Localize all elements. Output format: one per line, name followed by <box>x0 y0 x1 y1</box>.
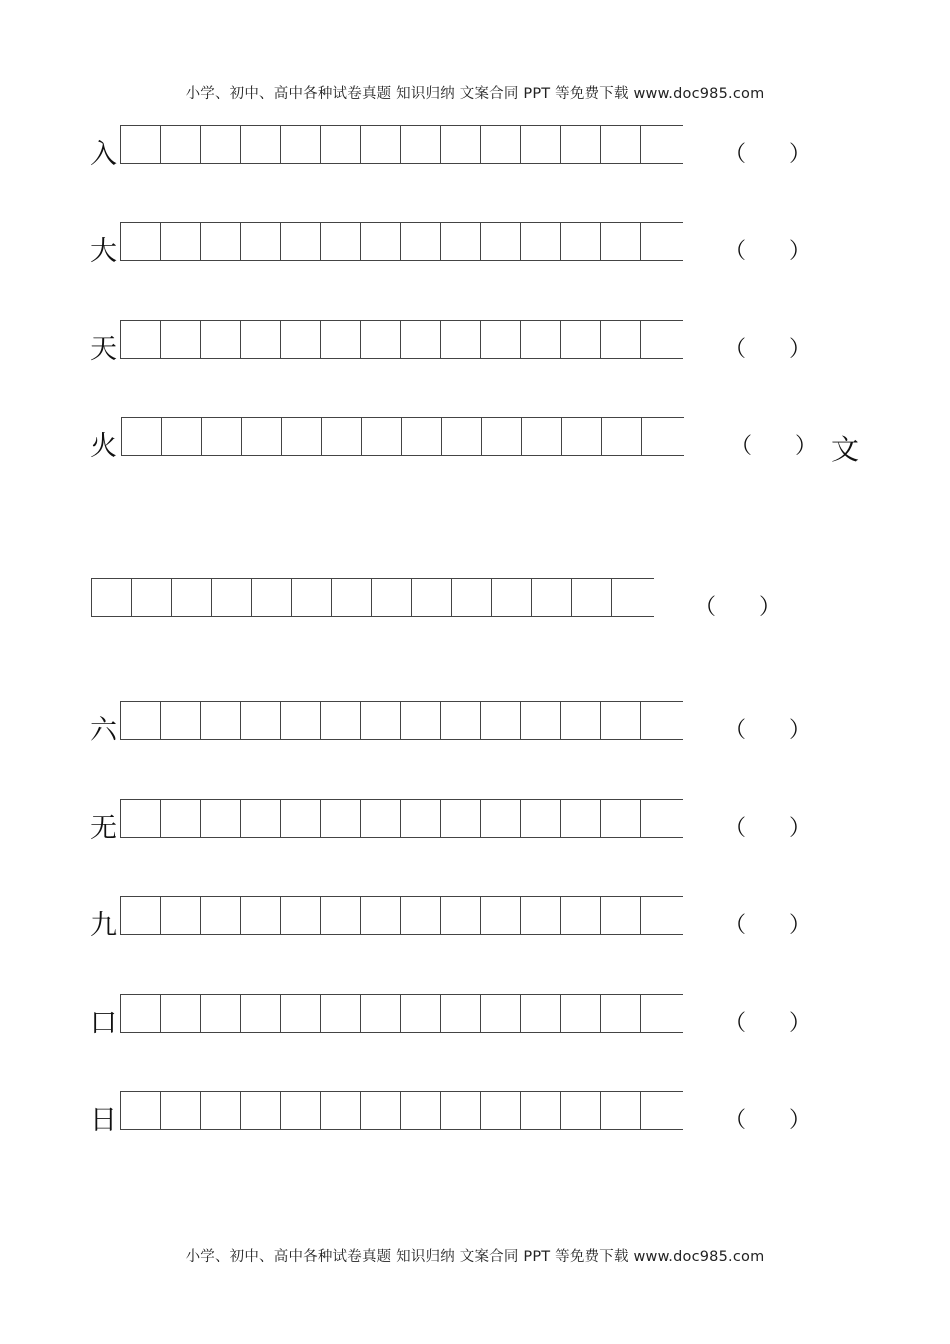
writing-cell[interactable] <box>360 799 400 838</box>
writing-cell[interactable] <box>200 994 240 1033</box>
writing-grid <box>121 417 684 456</box>
writing-cell[interactable] <box>160 1091 200 1130</box>
writing-cell[interactable] <box>571 578 611 617</box>
writing-cell[interactable] <box>160 222 200 261</box>
writing-cell[interactable] <box>480 1091 520 1130</box>
writing-cell[interactable] <box>520 799 560 838</box>
row-character: 日 <box>90 1105 117 1136</box>
writing-cell[interactable] <box>91 578 131 617</box>
writing-cell[interactable] <box>600 125 640 164</box>
writing-cell[interactable] <box>280 701 320 740</box>
writing-cell[interactable] <box>200 125 240 164</box>
answer-parentheses[interactable]: （ ） <box>730 434 835 459</box>
writing-cell[interactable] <box>360 320 400 359</box>
writing-cell[interactable] <box>640 125 680 164</box>
writing-cell[interactable] <box>240 799 280 838</box>
writing-cell[interactable] <box>160 701 200 740</box>
writing-cell[interactable] <box>531 578 571 617</box>
writing-cell[interactable] <box>441 417 481 456</box>
writing-cell[interactable] <box>160 125 200 164</box>
writing-cell[interactable] <box>640 896 680 935</box>
writing-cell[interactable] <box>121 417 161 456</box>
writing-cell[interactable] <box>480 701 520 740</box>
row-character: 口 <box>90 1008 117 1039</box>
writing-cell[interactable] <box>440 701 480 740</box>
writing-cell[interactable] <box>120 701 160 740</box>
writing-cell[interactable] <box>640 1091 680 1130</box>
writing-cell[interactable] <box>160 896 200 935</box>
writing-cell[interactable] <box>480 799 520 838</box>
writing-grid <box>120 799 683 838</box>
writing-cell[interactable] <box>400 125 440 164</box>
writing-cell[interactable] <box>160 799 200 838</box>
writing-cell[interactable] <box>201 417 241 456</box>
writing-cell[interactable] <box>440 222 480 261</box>
writing-cell[interactable] <box>240 701 280 740</box>
answer-parentheses[interactable]: （ ） <box>724 239 829 264</box>
writing-cell[interactable] <box>361 417 401 456</box>
writing-cell[interactable] <box>440 896 480 935</box>
page-header: 小学、初中、高中各种试卷真题 知识归纳 文案合同 PPT 等免费下载 www.doc985.com <box>185 86 765 102</box>
writing-cell[interactable] <box>160 320 200 359</box>
writing-cell[interactable] <box>400 896 440 935</box>
row-character: 六 <box>90 715 117 746</box>
writing-cell[interactable] <box>120 222 160 261</box>
grid-edge <box>681 417 684 456</box>
writing-cell[interactable] <box>251 578 291 617</box>
writing-cell[interactable] <box>160 994 200 1033</box>
writing-cell[interactable] <box>400 799 440 838</box>
writing-cell[interactable] <box>480 320 520 359</box>
writing-cell[interactable] <box>440 799 480 838</box>
grid-edge <box>680 125 683 164</box>
writing-cell[interactable] <box>481 417 521 456</box>
answer-parentheses[interactable]: （ ） <box>694 595 799 620</box>
writing-cell[interactable] <box>560 701 600 740</box>
answer-parentheses[interactable]: （ ） <box>724 816 829 841</box>
writing-cell[interactable] <box>611 578 651 617</box>
answer-parentheses[interactable]: （ ） <box>724 1108 829 1133</box>
writing-cell[interactable] <box>291 578 331 617</box>
answer-parentheses[interactable]: （ ） <box>724 1011 829 1036</box>
writing-cell[interactable] <box>440 1091 480 1130</box>
writing-cell[interactable] <box>521 417 561 456</box>
writing-cell[interactable] <box>280 896 320 935</box>
writing-cell[interactable] <box>171 578 211 617</box>
grid-edge <box>680 222 683 261</box>
writing-cell[interactable] <box>280 1091 320 1130</box>
writing-grid <box>120 994 683 1033</box>
writing-cell[interactable] <box>601 417 641 456</box>
writing-cell[interactable] <box>640 994 680 1033</box>
grid-edge <box>680 320 683 359</box>
writing-cell[interactable] <box>320 994 360 1033</box>
writing-cell[interactable] <box>480 222 520 261</box>
writing-cell[interactable] <box>520 701 560 740</box>
writing-cell[interactable] <box>200 320 240 359</box>
writing-cell[interactable] <box>440 994 480 1033</box>
writing-cell[interactable] <box>560 320 600 359</box>
writing-grid <box>120 896 683 935</box>
writing-cell[interactable] <box>411 578 451 617</box>
writing-cell[interactable] <box>400 701 440 740</box>
writing-cell[interactable] <box>560 1091 600 1130</box>
writing-grid <box>120 1091 683 1130</box>
writing-cell[interactable] <box>120 799 160 838</box>
writing-cell[interactable] <box>560 896 600 935</box>
writing-cell[interactable] <box>560 222 600 261</box>
writing-cell[interactable] <box>120 320 160 359</box>
writing-cell[interactable] <box>520 896 560 935</box>
row-character: 大 <box>90 236 117 267</box>
writing-cell[interactable] <box>280 125 320 164</box>
answer-parentheses[interactable]: （ ） <box>724 913 829 938</box>
writing-cell[interactable] <box>240 1091 280 1130</box>
writing-cell[interactable] <box>360 994 400 1033</box>
writing-cell[interactable] <box>200 799 240 838</box>
grid-edge <box>680 994 683 1033</box>
writing-cell[interactable] <box>400 994 440 1033</box>
writing-cell[interactable] <box>241 417 281 456</box>
writing-cell[interactable] <box>600 222 640 261</box>
writing-cell[interactable] <box>520 994 560 1033</box>
answer-parentheses[interactable]: （ ） <box>724 337 829 362</box>
writing-cell[interactable] <box>281 417 321 456</box>
writing-cell[interactable] <box>120 896 160 935</box>
writing-cell[interactable] <box>560 799 600 838</box>
grid-edge <box>680 701 683 740</box>
writing-cell[interactable] <box>520 320 560 359</box>
row-character: 天 <box>90 334 117 365</box>
writing-cell[interactable] <box>640 320 680 359</box>
writing-cell[interactable] <box>280 222 320 261</box>
answer-parentheses[interactable]: （ ） <box>724 718 829 743</box>
writing-cell[interactable] <box>451 578 491 617</box>
writing-cell[interactable] <box>560 994 600 1033</box>
writing-cell[interactable] <box>320 222 360 261</box>
writing-cell[interactable] <box>400 1091 440 1130</box>
writing-cell[interactable] <box>640 701 680 740</box>
writing-cell[interactable] <box>360 125 400 164</box>
writing-cell[interactable] <box>321 417 361 456</box>
writing-cell[interactable] <box>240 222 280 261</box>
writing-cell[interactable] <box>600 320 640 359</box>
writing-cell[interactable] <box>600 701 640 740</box>
writing-cell[interactable] <box>360 1091 400 1130</box>
writing-cell[interactable] <box>491 578 531 617</box>
page-footer: 小学、初中、高中各种试卷真题 知识归纳 文案合同 PPT 等免费下载 www.doc985.com <box>185 1249 765 1265</box>
writing-grid <box>120 701 683 740</box>
writing-cell[interactable] <box>400 320 440 359</box>
row-character: 无 <box>90 813 117 844</box>
side-character: 文 <box>831 433 860 466</box>
writing-cell[interactable] <box>200 1091 240 1130</box>
writing-cell[interactable] <box>331 578 371 617</box>
writing-cell[interactable] <box>600 799 640 838</box>
writing-cell[interactable] <box>280 320 320 359</box>
writing-cell[interactable] <box>320 320 360 359</box>
row-character: 九 <box>90 910 117 941</box>
writing-grid <box>120 125 683 164</box>
writing-cell[interactable] <box>600 1091 640 1130</box>
grid-edge <box>680 799 683 838</box>
writing-cell[interactable] <box>131 578 171 617</box>
writing-cell[interactable] <box>211 578 251 617</box>
writing-cell[interactable] <box>440 125 480 164</box>
writing-cell[interactable] <box>240 896 280 935</box>
writing-cell[interactable] <box>161 417 201 456</box>
writing-cell[interactable] <box>360 896 400 935</box>
writing-cell[interactable] <box>120 1091 160 1130</box>
writing-cell[interactable] <box>240 994 280 1033</box>
writing-cell[interactable] <box>641 417 681 456</box>
grid-edge <box>680 1091 683 1130</box>
writing-cell[interactable] <box>520 125 560 164</box>
writing-cell[interactable] <box>480 994 520 1033</box>
writing-cell[interactable] <box>520 222 560 261</box>
writing-cell[interactable] <box>200 222 240 261</box>
writing-cell[interactable] <box>371 578 411 617</box>
writing-cell[interactable] <box>640 222 680 261</box>
row-character: 火 <box>90 431 117 462</box>
writing-cell[interactable] <box>280 994 320 1033</box>
writing-cell[interactable] <box>480 896 520 935</box>
writing-grid <box>120 222 683 261</box>
writing-cell[interactable] <box>400 222 440 261</box>
writing-cell[interactable] <box>360 222 400 261</box>
writing-cell[interactable] <box>520 1091 560 1130</box>
writing-cell[interactable] <box>640 799 680 838</box>
writing-cell[interactable] <box>360 701 400 740</box>
row-character: 入 <box>90 139 117 170</box>
writing-cell[interactable] <box>320 799 360 838</box>
writing-cell[interactable] <box>561 417 601 456</box>
grid-edge <box>680 896 683 935</box>
writing-grid <box>120 320 683 359</box>
writing-cell[interactable] <box>280 799 320 838</box>
writing-cell[interactable] <box>560 125 600 164</box>
writing-cell[interactable] <box>320 701 360 740</box>
writing-cell[interactable] <box>240 320 280 359</box>
writing-cell[interactable] <box>401 417 441 456</box>
writing-cell[interactable] <box>200 701 240 740</box>
answer-parentheses[interactable]: （ ） <box>724 142 829 167</box>
writing-cell[interactable] <box>600 896 640 935</box>
writing-cell[interactable] <box>600 994 640 1033</box>
writing-cell[interactable] <box>240 125 280 164</box>
writing-cell[interactable] <box>480 125 520 164</box>
writing-cell[interactable] <box>320 896 360 935</box>
writing-cell[interactable] <box>120 125 160 164</box>
writing-cell[interactable] <box>200 896 240 935</box>
writing-grid <box>91 578 654 617</box>
writing-cell[interactable] <box>120 994 160 1033</box>
writing-cell[interactable] <box>320 1091 360 1130</box>
writing-cell[interactable] <box>320 125 360 164</box>
grid-edge <box>651 578 654 617</box>
writing-cell[interactable] <box>440 320 480 359</box>
